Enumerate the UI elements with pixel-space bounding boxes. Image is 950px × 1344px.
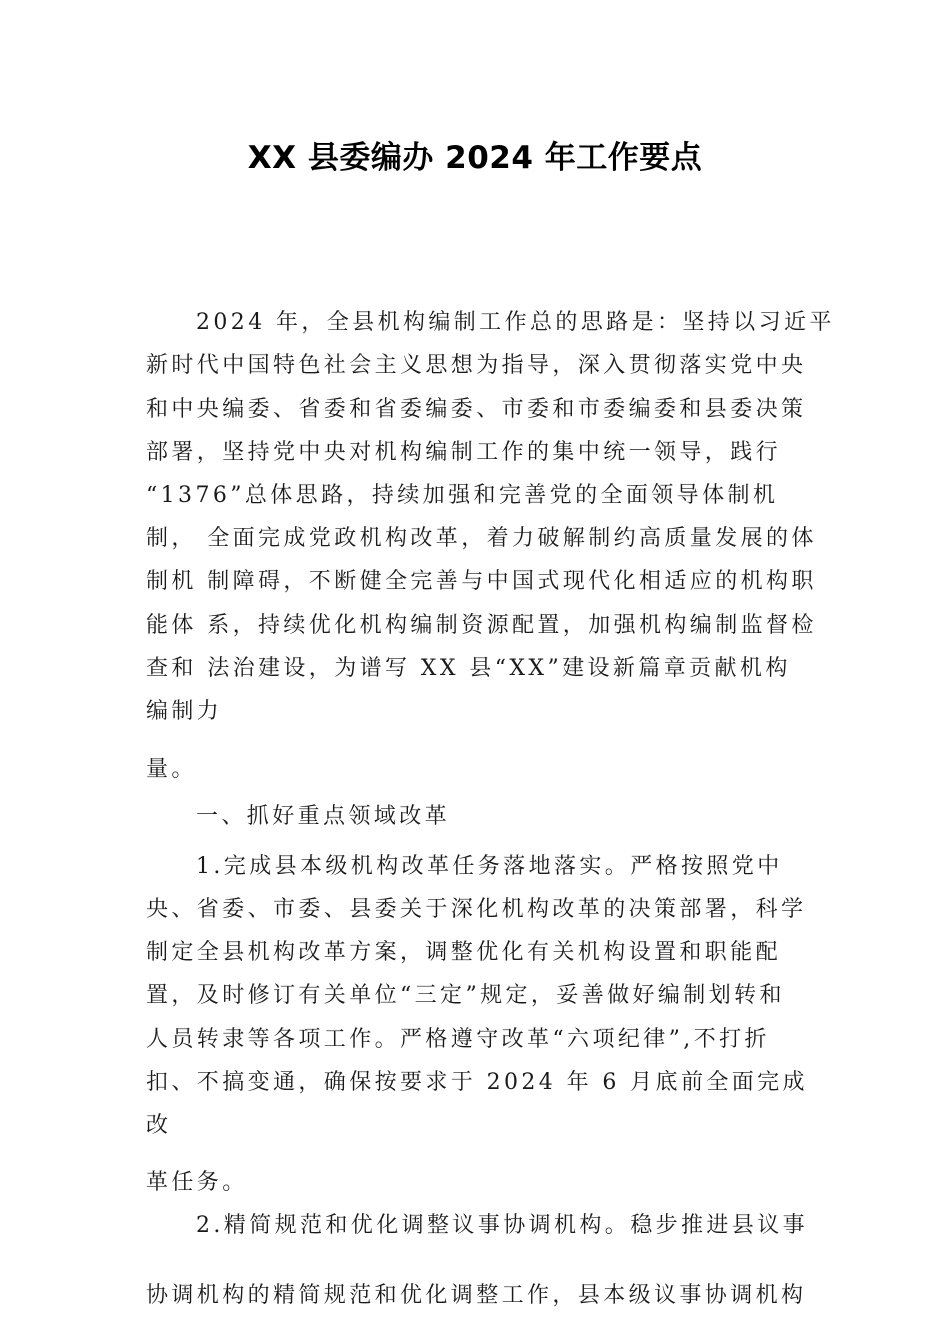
paragraph-line: 查和 法治建设，为谱写 XX 县“XX”建设新篇章贡献机构 <box>146 656 791 681</box>
paragraph-line: 新时代中国特色社会主义思想为指导，深入贯彻落实党中央 <box>146 353 807 378</box>
paragraph-line: 和中央编委、省委和省委编委、市委和市委编委和县委决策 <box>146 397 807 422</box>
paragraph-line: 制定全县机构改革方案，调整优化有关机构设置和职能配 <box>146 940 782 965</box>
paragraph-line: 人员转隶等各项工作。严格遵守改革“六项纪律”,不打折 <box>146 1027 770 1052</box>
paragraph-line: 协调机构的精简规范和优化调整工作，县本级议事协调机构 <box>146 1283 807 1308</box>
paragraph-line: 量。 <box>146 757 197 782</box>
paragraph-line: 制机 制障碍，不断健全完善与中国式现代化相适应的机构职 <box>146 569 817 594</box>
paragraph-line: 扣、不搞变通，确保按要求于 2024 年 6 月底前全面完成 <box>146 1070 808 1095</box>
paragraph-line: 部署，坚持党中央对机构编制工作的集中统一领导，践行 <box>146 440 782 465</box>
paragraph-line: 2024 年，全县机构编制工作总的思路是：坚持以习近平 <box>196 310 835 335</box>
paragraph-line: 置，及时修订有关单位“三定”规定，妥善做好编制划转和 <box>146 983 785 1008</box>
paragraph-line: 革任务。 <box>146 1170 248 1195</box>
paragraph-line: “1376”总体思路，持续加强和完善党的全面领导体制机 <box>146 483 779 508</box>
paragraph-line: 2.精简规范和优化调整议事协调机构。稳步推进县议事 <box>196 1213 808 1238</box>
document-title: XX 县委编办 2024 年工作要点 <box>247 140 703 176</box>
paragraph-line: 编制力 <box>146 699 223 724</box>
paragraph-line: 能体 系，持续优化机构编制资源配置，加强机构编制监督检 <box>146 613 817 638</box>
paragraph-line: 改 <box>146 1113 172 1138</box>
paragraph-line: 央、省委、市委、县委关于深化机构改革的决策部署，科学 <box>146 897 807 922</box>
paragraph-line: 制， 全面完成党政机构改革，着力破解制约高质量发展的体 <box>146 526 817 551</box>
section-heading: 一、抓好重点领域改革 <box>196 804 451 829</box>
paragraph-line: 1.完成县本级机构改革任务落地落实。严格按照党中 <box>196 854 783 879</box>
